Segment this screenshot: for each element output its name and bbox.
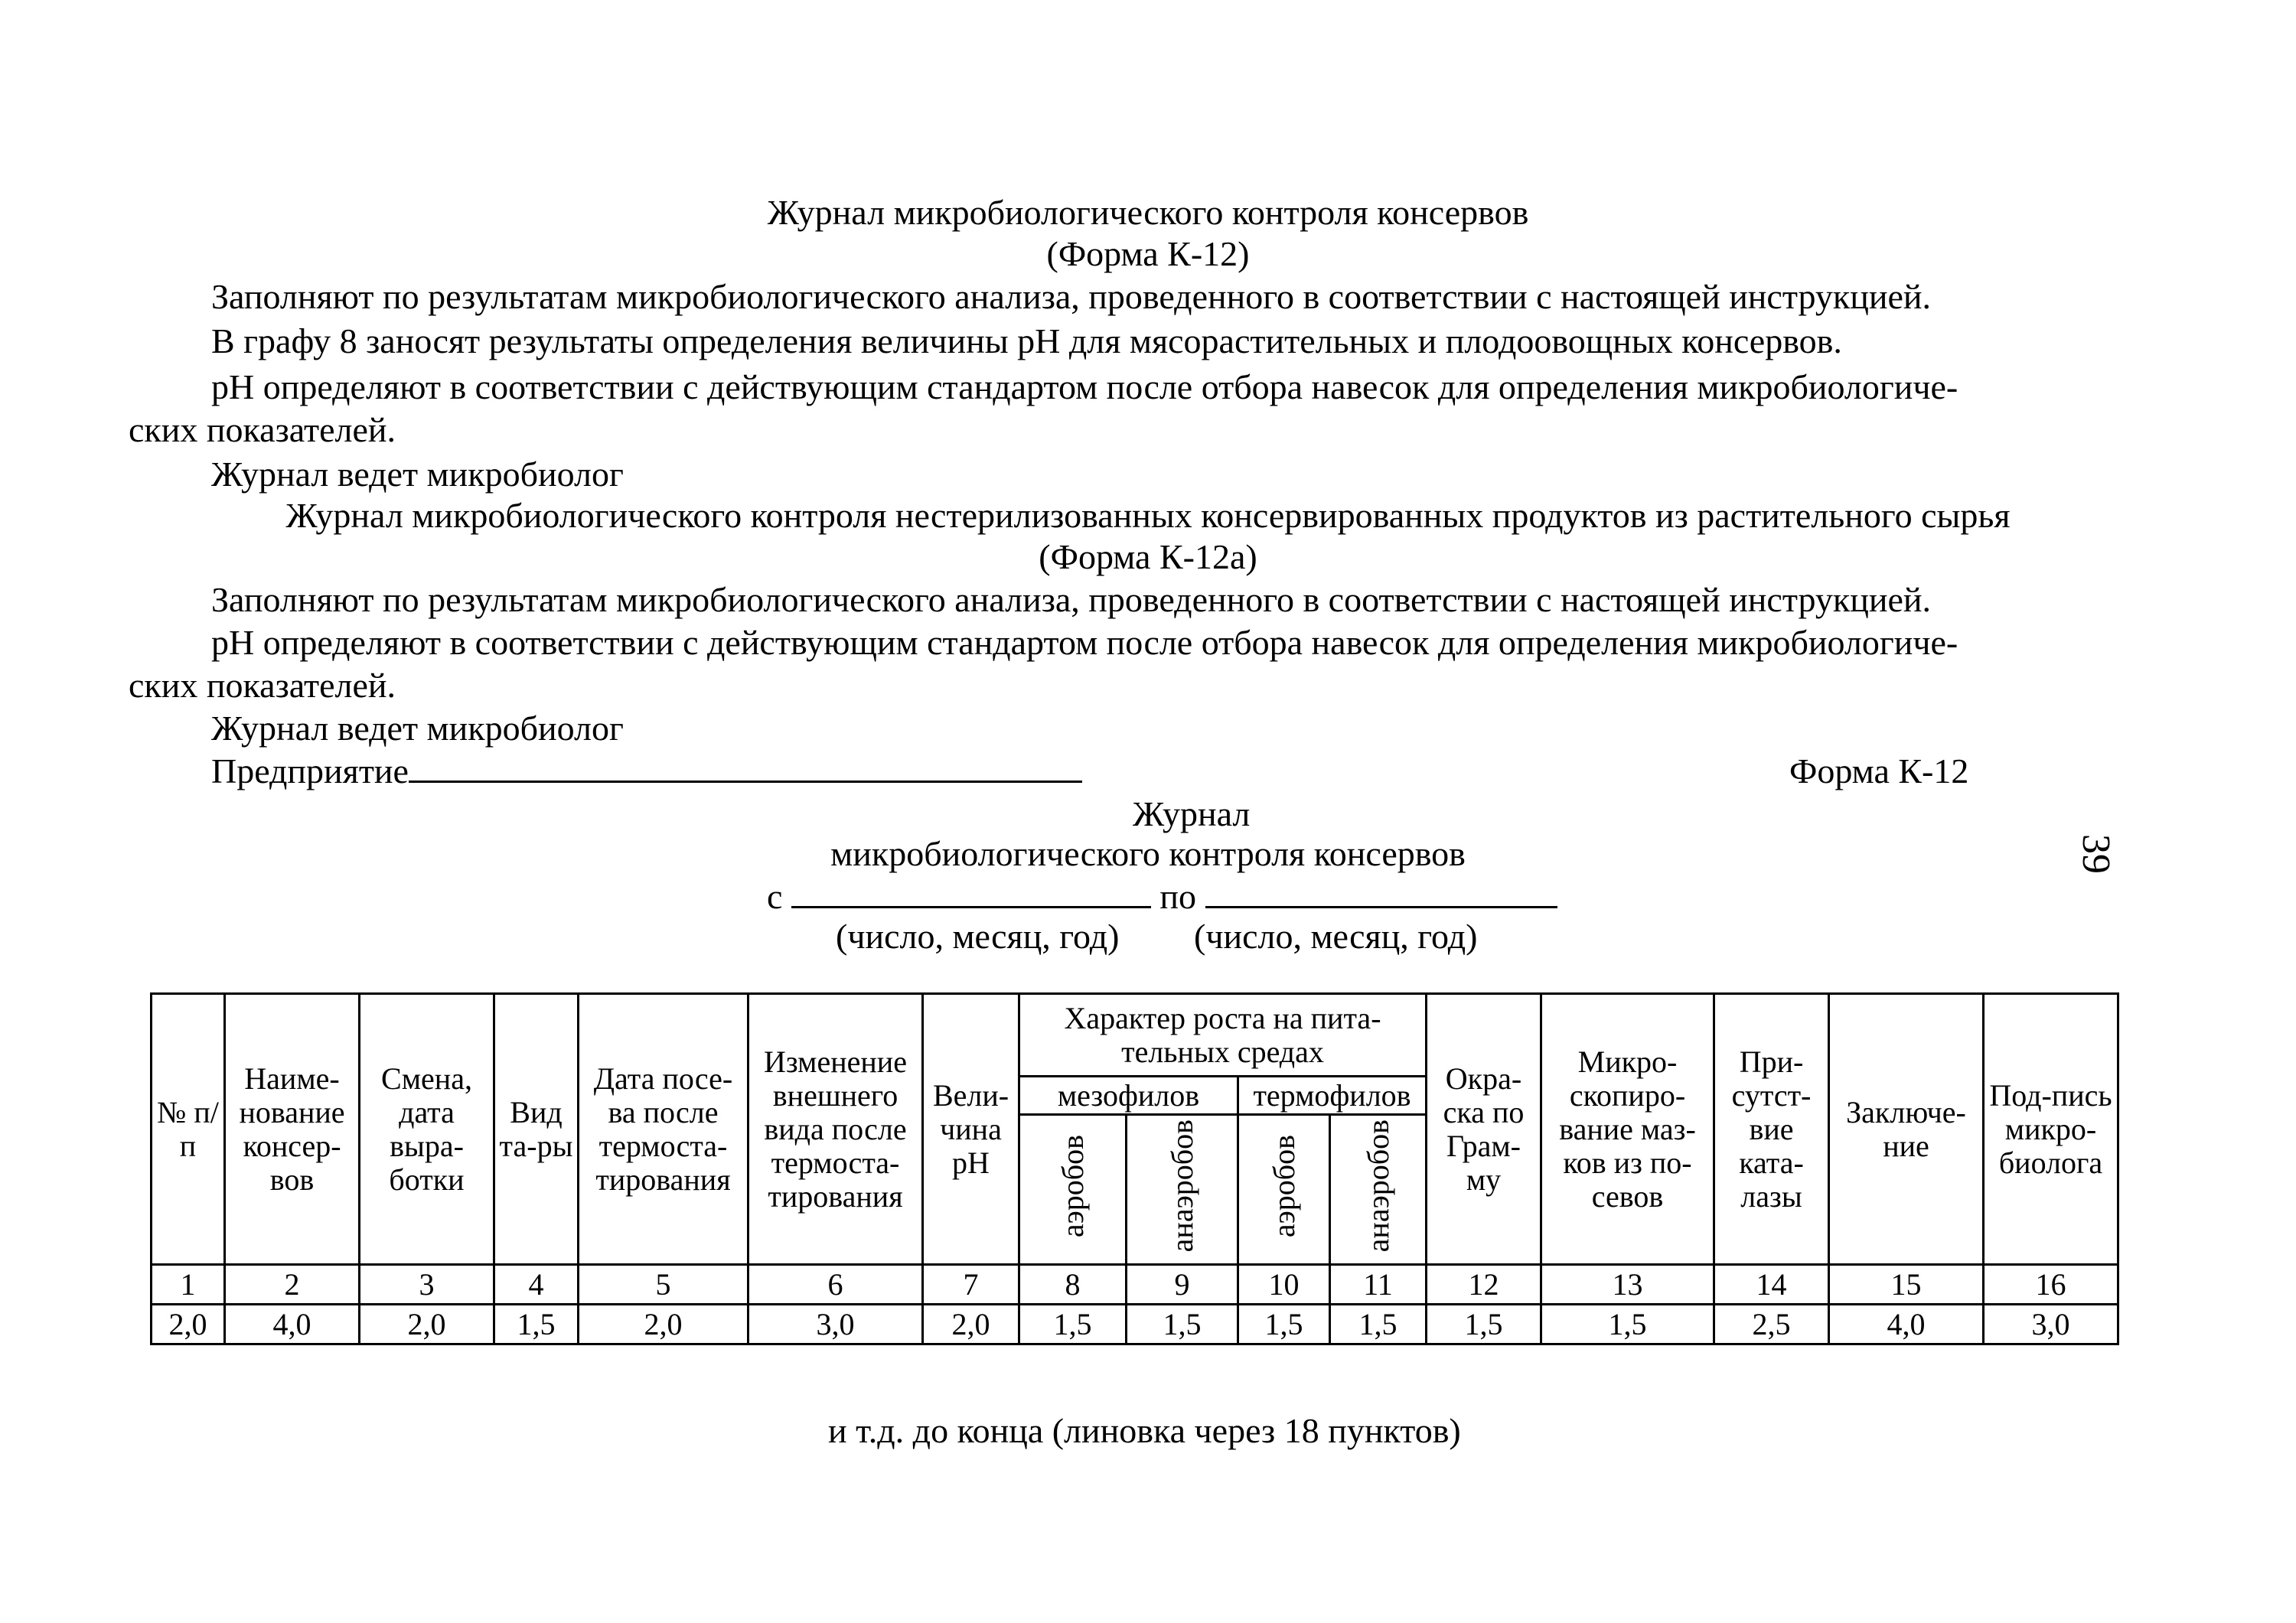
header-gram: Окра-ска по Грам-му <box>1427 994 1541 1265</box>
form-k12a-label: (Форма К-12а) <box>1039 537 1257 576</box>
form-label: Форма К-12 <box>1789 751 1969 790</box>
enterprise-field <box>211 750 1082 793</box>
column-width-cell: 4,0 <box>225 1305 360 1344</box>
title-k12a: Журнал микробиологического контроля нестерилизованных консервированных продуктов из растительного сырья <box>285 496 2011 535</box>
column-number-cell: 10 <box>1238 1265 1330 1305</box>
page-number: 39 <box>2074 834 2118 874</box>
journal-subtitle: микробиологического контроля консервов <box>830 834 1466 873</box>
paragraph-6a: pH определяют в соответствии с действующим стандартом после отбора навесок для определения микробиологиче- <box>211 623 1958 662</box>
column-width-cell: 1,5 <box>1238 1305 1330 1344</box>
column-width-cell: 3,0 <box>748 1305 923 1344</box>
journal-heading: Журнал <box>1133 794 1251 833</box>
header-appearance-change: Изменение внешнего вида после термоста-тирования <box>748 994 923 1265</box>
column-width-row <box>152 1305 2118 1344</box>
column-width-cell: 2,0 <box>152 1305 225 1344</box>
header-tare: Вид та-ры <box>494 994 579 1265</box>
column-width-cell: 1,5 <box>494 1305 579 1344</box>
header-mesophiles: мезофилов <box>1019 1077 1238 1115</box>
column-number-cell: 5 <box>579 1265 748 1305</box>
paragraph-3a: pH определяют в соответствии с действующим стандартом после отбора навесок для определения микробиологиче- <box>211 367 1958 406</box>
form-k12-label: (Форма К-12) <box>1046 234 1250 273</box>
column-number-cell: 4 <box>494 1265 579 1305</box>
header-anaerobes-meso: анаэробов <box>1127 1115 1238 1265</box>
header-ph: Вели-чина pH <box>923 994 1019 1265</box>
paragraph-1: Заполняют по результатам микробиологического анализа, проведенного в соответствии с настоящей инструкцией. <box>211 277 1932 316</box>
column-width-cell: 4,0 <box>1829 1305 1984 1344</box>
title-k12: Журнал микробиологического контроля консервов <box>767 193 1529 232</box>
column-width-cell: 1,5 <box>1427 1305 1541 1344</box>
column-width-cell: 2,5 <box>1714 1305 1829 1344</box>
column-number-cell: 2 <box>225 1265 360 1305</box>
to-label: по <box>1159 877 1197 916</box>
header-signature: Под-пись микро-биолога <box>1984 994 2118 1265</box>
header-shift: Смена, дата выра-ботки <box>360 994 494 1265</box>
header-name: Наиме-нование консер-вов <box>225 994 360 1265</box>
from-date-blank[interactable] <box>791 875 1151 908</box>
header-conclusion: Заключе-ние <box>1829 994 1984 1265</box>
paragraph-4: Журнал ведет микробиолог <box>211 455 624 494</box>
header-growth: Характер роста на пита-тельных средах <box>1019 994 1427 1077</box>
column-width-cell: 1,5 <box>1127 1305 1238 1344</box>
column-width-cell: 2,0 <box>360 1305 494 1344</box>
column-number-cell: 11 <box>1330 1265 1427 1305</box>
to-date-blank[interactable] <box>1205 875 1557 908</box>
column-width-cell: 1,5 <box>1019 1305 1127 1344</box>
enterprise-label: Предприятие <box>211 751 409 790</box>
column-number-cell: 9 <box>1127 1265 1238 1305</box>
journal-table <box>150 992 2119 1345</box>
column-number-cell: 15 <box>1829 1265 1984 1305</box>
date-hint-to: (число, месяц, год) <box>1194 917 1478 956</box>
column-width-cell: 2,0 <box>579 1305 748 1344</box>
date-range <box>767 875 1557 918</box>
column-number-cell: 3 <box>360 1265 494 1305</box>
paragraph-5: Заполняют по результатам микробиологического анализа, проведенного в соответствии с настоящей инструкцией. <box>211 580 1932 619</box>
column-number-cell: 14 <box>1714 1265 1829 1305</box>
column-width-cell: 2,0 <box>923 1305 1019 1344</box>
header-thermophiles: термофилов <box>1238 1077 1427 1115</box>
header-microscopy: Микро-скопиро-вание маз-ков из по-севов <box>1541 994 1714 1265</box>
paragraph-7: Журнал ведет микробиолог <box>211 709 624 748</box>
header-aerobes-meso: аэробов <box>1019 1115 1127 1265</box>
footer-note: и т.д. до конца (линовка через 18 пунктов) <box>828 1411 1461 1450</box>
column-number-cell: 1 <box>152 1265 225 1305</box>
header-no: № п/п <box>152 994 225 1265</box>
header-aerobes-thermo: аэробов <box>1238 1115 1330 1265</box>
column-number-cell: 8 <box>1019 1265 1127 1305</box>
column-number-row <box>152 1265 2118 1305</box>
header-anaerobes-thermo: анаэробов <box>1330 1115 1427 1265</box>
column-width-cell: 1,5 <box>1541 1305 1714 1344</box>
from-label: с <box>767 877 783 916</box>
header-catalase: При-сутст-вие ката-лазы <box>1714 994 1829 1265</box>
enterprise-blank[interactable] <box>409 750 1082 783</box>
column-number-cell: 6 <box>748 1265 923 1305</box>
paragraph-3b: ских показателей. <box>129 410 396 449</box>
column-width-cell: 3,0 <box>1984 1305 2118 1344</box>
header-row-1 <box>152 994 2118 1038</box>
paragraph-2: В графу 8 заносят результаты определения величины pH для мясорастительных и плодоовощных консервов. <box>211 321 1842 360</box>
column-number-cell: 13 <box>1541 1265 1714 1305</box>
header-sowing-date: Дата посе-ва после термоста-тирования <box>579 994 748 1265</box>
column-number-cell: 16 <box>1984 1265 2118 1305</box>
column-width-cell: 1,5 <box>1330 1305 1427 1344</box>
column-number-cell: 12 <box>1427 1265 1541 1305</box>
column-number-cell: 7 <box>923 1265 1019 1305</box>
paragraph-6b: ских показателей. <box>129 666 396 705</box>
date-hint-from: (число, месяц, год) <box>836 917 1120 956</box>
